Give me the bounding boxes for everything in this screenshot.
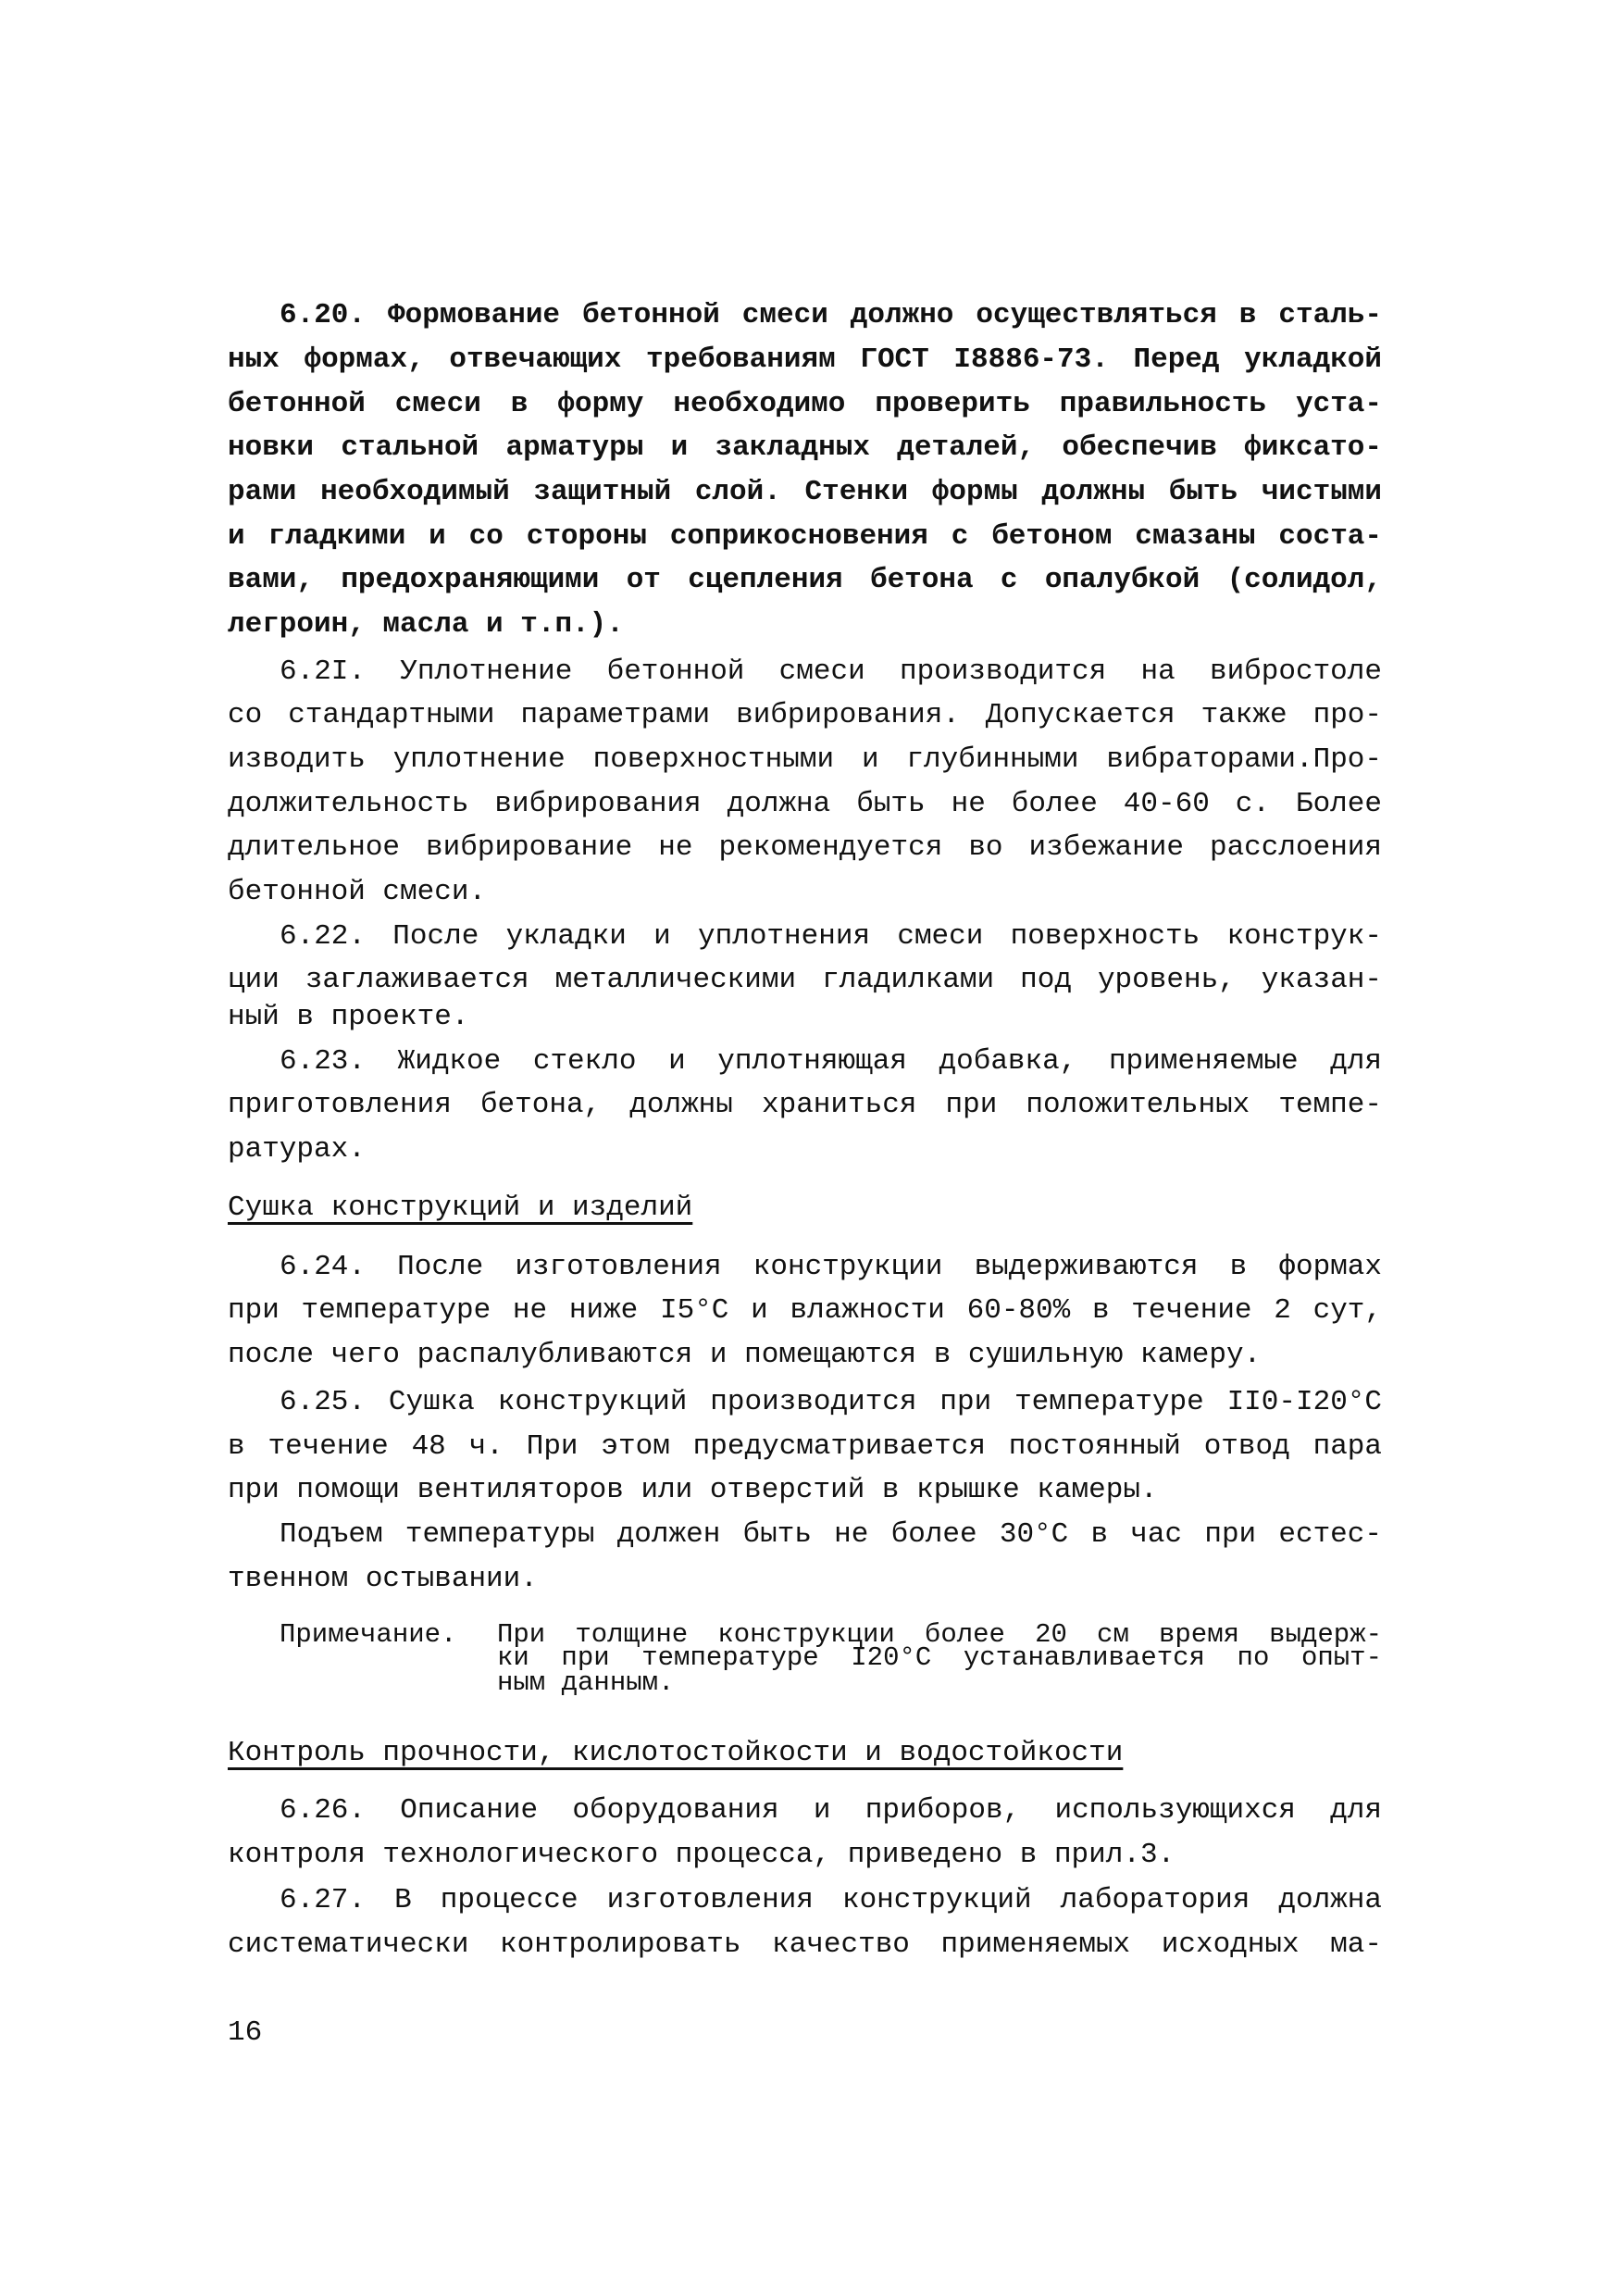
p623-line: приготовления бетона, должны храниться при положительных темпе- (228, 1089, 1382, 1121)
p620-line: новки стальной арматуры и закладных деталей, обеспечив фиксато- (228, 431, 1382, 464)
p620-line: и гладкими и со стороны соприкосновения с бетоном смазаны соста- (228, 520, 1382, 553)
p624-line: после чего распалубливаются и помещаются в сушильную камеру. (228, 1339, 1262, 1371)
page-number: 16 (228, 2016, 263, 2049)
note-line: ным данным. (497, 1667, 675, 1698)
p621-line: изводить уплотнение поверхностными и глубинными вибраторами.Про- (228, 743, 1382, 776)
p621-line: бетонной смеси. (228, 876, 487, 908)
p620-line: вами, предохраняющими от сцепления бетона с опалубкой (солидол, (228, 564, 1382, 596)
p622-line: 6.22. После укладки и уплотнения смеси поверхность конструк- (280, 920, 1382, 953)
p621-line: должительность вибрирования должна быть не более 40-60 с. Более (228, 788, 1382, 820)
p624-line: при температуре не ниже I5°С и влажности 60-80% в течение 2 сут, (228, 1294, 1382, 1327)
p620-line: 6.20. Формование бетонной смеси должно осуществляться в сталь- (280, 299, 1382, 331)
note-label: Примечание. (280, 1619, 457, 1650)
p626-line: 6.26. Описание оборудования и приборов, использующихся для (280, 1794, 1382, 1827)
p625-line: 6.25. Сушка конструкций производится при температуре II0-I20°С (280, 1386, 1382, 1418)
p622-line: ции заглаживается металлическими гладилками под уровень, указан- (228, 964, 1382, 996)
p621-line: длительное вибрирование не рекомендуется во избежание расслоения (228, 831, 1382, 864)
p620-line: рами необходимый защитный слой. Стенки формы должны быть чистыми (228, 476, 1382, 508)
p621-line: со стандартными параметрами вибрирования. Допускается также про- (228, 699, 1382, 731)
p623-line: ратурах. (228, 1133, 366, 1166)
p625b-line: твенном остывании. (228, 1563, 538, 1595)
p625b-line: Подъем температуры должен быть не более 30°С в час при естес- (280, 1518, 1382, 1551)
p620-line: легроин, масла и т.п.). (228, 608, 624, 641)
section-heading-control: Контроль прочности, кислотостойкости и водостойкости (228, 1737, 1124, 1769)
p624-line: 6.24. После изготовления конструкции выдерживаются в формах (280, 1251, 1382, 1283)
section-heading-drying: Сушка конструкций и изделий (228, 1192, 693, 1224)
p625-line: при помощи вентиляторов или отверстий в крышке камеры. (228, 1474, 1158, 1506)
p627-line: систематически контролировать качество применяемых исходных ма- (228, 1928, 1382, 1961)
note-line: ки при температуре I20°С устанавливается по опыт- (497, 1644, 1382, 1672)
p622-line: ный в проекте. (228, 1001, 469, 1033)
p620-line: бетонной смеси в форму необходимо проверить правильность уста- (228, 388, 1382, 420)
p626-line: контроля технологического процесса, приведено в прил.3. (228, 1839, 1175, 1871)
note-line: При толщине конструкции более 20 см время выдерж- (497, 1621, 1382, 1649)
p621-line: 6.2I. Уплотнение бетонной смеси производится на вибростоле (280, 655, 1382, 688)
p625-line: в течение 48 ч. При этом предусматривается постоянный отвод пара (228, 1430, 1382, 1463)
p627-line: 6.27. В процессе изготовления конструкций лаборатория должна (280, 1884, 1382, 1916)
p623-line: 6.23. Жидкое стекло и уплотняющая добавка, применяемые для (280, 1045, 1382, 1078)
p620-line: ных формах, отвечающих требованиям ГОСТ I8886-73. Перед укладкой (228, 343, 1382, 376)
